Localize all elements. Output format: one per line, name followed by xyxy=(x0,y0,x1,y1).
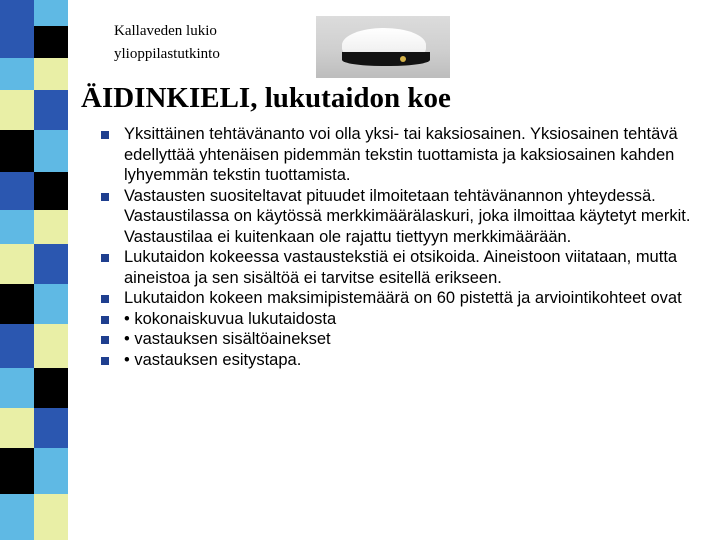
bullet-item xyxy=(101,124,701,186)
bullet-item xyxy=(101,309,701,330)
bullet-square-icon xyxy=(101,193,109,201)
bullet-text: Vastausten suositeltavat pituudet ilmoitetaan tehtävänannon yhteydessä. Vastaustilassa on käytössä merkkimäärälaskuri, joka ilmoittaa käytetyt merkit. Vastaustilaa ei kuitenkaan ole rajattu tiettyyn merkkimäärään. xyxy=(124,186,691,246)
school-header xyxy=(114,20,220,66)
bullet-item xyxy=(101,329,701,350)
bullet-text: Lukutaidon kokeen maksimipistemäärä on 60 pistettä ja arviointikohteet ovat xyxy=(124,289,682,307)
bullet-list xyxy=(101,124,701,370)
bullet-square-icon xyxy=(101,316,109,324)
bullet-text: • kokonaiskuvua lukutaidosta xyxy=(124,309,337,328)
cap-badge-icon xyxy=(400,56,406,62)
bullet-text: • vastauksen esitystapa. xyxy=(124,350,302,369)
student-cap-photo xyxy=(316,16,450,78)
bullet-item xyxy=(101,247,701,288)
bullet-square-icon xyxy=(101,336,109,344)
cap-band xyxy=(342,52,430,66)
bullet-square-icon xyxy=(101,254,109,262)
bullet-square-icon xyxy=(101,131,109,139)
exam-name: ylioppilastutkinto xyxy=(114,46,220,62)
decorative-stripe-border xyxy=(0,0,68,540)
slide-title: ÄIDINKIELI, lukutaidon koe xyxy=(81,82,451,114)
bullet-text: Lukutaidon kokeessa vastaustekstiä ei otsikoida. Aineistoon viitataan, mutta aineistoa ja sen sisältöä ei tarvitse esitellä erikseen. xyxy=(124,248,678,287)
bullet-text: • vastauksen sisältöainekset xyxy=(124,330,331,348)
bullet-text: Yksittäinen tehtävänanto voi olla yksi- tai kaksiosainen. Yksiosainen tehtävä edellyttää yhtenäisen pidemmän tekstin tuottamista ja kaksiosainen kahden lyhyemmän tekstin tuottamista. xyxy=(124,125,678,184)
bullet-square-icon xyxy=(101,295,109,303)
bullet-square-icon xyxy=(101,357,109,365)
bullet-item xyxy=(101,186,701,248)
bullet-item xyxy=(101,350,701,371)
bullet-item xyxy=(101,288,701,309)
school-name: Kallaveden lukio xyxy=(114,23,217,39)
